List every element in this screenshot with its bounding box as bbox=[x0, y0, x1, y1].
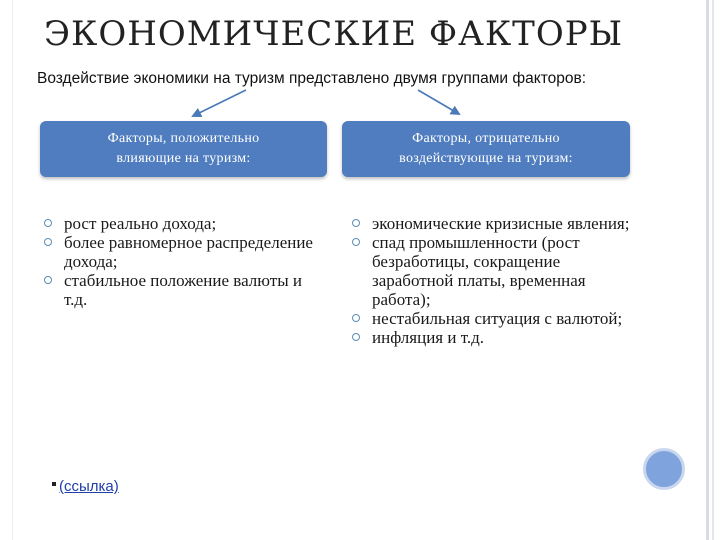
bullet-icon bbox=[352, 314, 360, 322]
bullet-icon bbox=[352, 238, 360, 246]
slide-subtitle: Воздействие экономики на туризм представлено двумя группами факторов: bbox=[37, 70, 587, 87]
square-bullet-icon bbox=[52, 482, 56, 486]
bullet-icon bbox=[44, 238, 52, 246]
list-item: нестабильная ситуация с валютой; bbox=[352, 309, 642, 328]
list-item: стабильное положение валюты и т.д. bbox=[44, 271, 314, 309]
positive-factors-box bbox=[40, 121, 327, 177]
arrow-left bbox=[193, 90, 246, 116]
positive-factors-list bbox=[44, 214, 314, 309]
positive-box-line-1: Факторы, положительно bbox=[107, 131, 260, 146]
list-item: спад промышленности (рост безработицы, сокращение заработной платы, временная работа); bbox=[352, 233, 642, 309]
bullet-icon bbox=[352, 219, 360, 227]
reference-link[interactable]: (ссылка) bbox=[59, 478, 119, 495]
bullet-icon bbox=[44, 219, 52, 227]
arrow-right bbox=[418, 90, 459, 114]
bullet-icon bbox=[44, 276, 52, 284]
link-line bbox=[52, 478, 119, 495]
positive-box-line-2: влияющие на туризм: bbox=[116, 151, 251, 166]
list-item: рост реально дохода; bbox=[44, 214, 314, 233]
negative-box-line-1: Факторы, отрицательно bbox=[412, 131, 560, 146]
slide-title: ЭКОНОМИЧЕСКИЕ ФАКТОРЫ bbox=[44, 14, 624, 54]
list-item: более равномерное распределение дохода; bbox=[44, 233, 314, 271]
list-item: инфляция и т.д. bbox=[352, 328, 642, 347]
list-item: экономические кризисные явления; bbox=[352, 214, 642, 233]
negative-box-line-2: воздействующие на туризм: bbox=[399, 151, 573, 166]
negative-factors-list bbox=[352, 214, 642, 347]
negative-factors-box bbox=[342, 121, 630, 177]
decorative-circle-icon bbox=[643, 448, 685, 490]
bullet-icon bbox=[352, 333, 360, 341]
